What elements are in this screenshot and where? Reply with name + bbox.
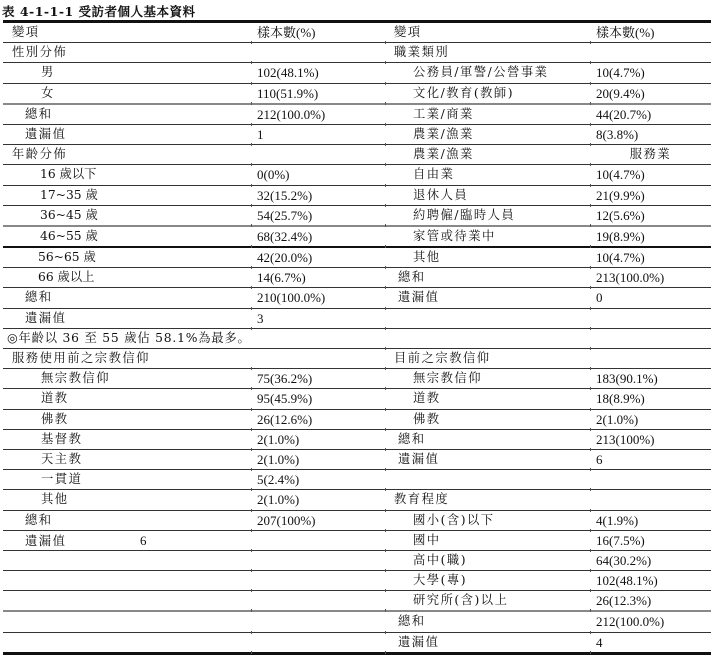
label-cell: 36~45 歲 bbox=[40, 207, 98, 222]
label-cell bbox=[3, 591, 251, 610]
table-row bbox=[3, 470, 711, 490]
section-age: 年齡分佈 bbox=[12, 147, 68, 162]
label-cell: 其他 bbox=[41, 492, 69, 507]
value-cell: 2(1.0%) bbox=[590, 410, 711, 429]
table-row bbox=[3, 227, 711, 248]
value-cell: 8(3.8%) bbox=[590, 125, 711, 144]
value-cell: 19(8.9%) bbox=[590, 227, 711, 246]
label-cell: 66 歲以上 bbox=[38, 270, 95, 285]
label-cell: 一貫道 bbox=[41, 472, 83, 487]
value-cell: 212(100.0%) bbox=[590, 612, 711, 631]
value-cell: 26(12.6%) bbox=[251, 410, 385, 429]
table-row bbox=[3, 450, 711, 470]
value-cell: 26(12.3%) bbox=[590, 591, 711, 610]
value-cell: 18(8.9%) bbox=[590, 389, 711, 408]
label-cell bbox=[385, 470, 590, 489]
table-row bbox=[3, 430, 711, 450]
value-cell bbox=[590, 349, 711, 368]
value-cell: 213(100.0%) bbox=[590, 268, 711, 287]
value-cell: 54(25.7%) bbox=[251, 206, 385, 225]
header-variable-right: 變項 bbox=[385, 23, 590, 42]
table-row bbox=[3, 490, 711, 510]
section-occupation: 職業類別 bbox=[385, 43, 590, 62]
value-cell: 0 bbox=[590, 288, 711, 307]
table-row bbox=[3, 125, 711, 145]
value-cell bbox=[590, 470, 711, 489]
value-cell: 2(1.0%) bbox=[251, 450, 385, 469]
value-cell bbox=[251, 612, 385, 631]
value-cell: 4 bbox=[590, 633, 711, 652]
label-cell: 退休人員 bbox=[385, 186, 590, 205]
table-row bbox=[3, 165, 711, 185]
value-cell: 3 bbox=[251, 309, 385, 328]
value-cell: 10(4.7%) bbox=[590, 165, 711, 184]
table-row bbox=[3, 206, 711, 227]
label-cell: 56~65 歲 bbox=[38, 250, 96, 265]
label-cell: 總和 bbox=[25, 106, 53, 121]
value-cell: 102(48.1%) bbox=[251, 63, 385, 82]
value-cell: 14(6.7%) bbox=[251, 268, 385, 287]
value-cell: 212(100.0%) bbox=[251, 105, 385, 124]
label-cell: 總和 bbox=[385, 430, 590, 449]
table-caption: 表 4-1-1-1 受訪者個人基本資料 bbox=[2, 4, 196, 19]
label-cell bbox=[385, 309, 590, 328]
value-cell: 1 bbox=[251, 125, 385, 144]
value-cell bbox=[590, 329, 711, 348]
label-cell bbox=[3, 571, 251, 590]
table-row bbox=[3, 369, 711, 389]
label-cell: 46~55 歲 bbox=[40, 228, 98, 243]
label-cell: 公務員/軍警/公營事業 bbox=[385, 63, 590, 82]
label-cell: 佛教 bbox=[385, 410, 590, 429]
age-note: ◎年齡以 36 至 55 歲佔 58.1%為最多。 bbox=[7, 330, 251, 345]
value-cell: 68(32.4%) bbox=[251, 227, 385, 246]
label-cell: 佛教 bbox=[41, 411, 69, 426]
table-row bbox=[3, 268, 711, 288]
value-cell: 2(1.0%) bbox=[251, 490, 385, 509]
table-row bbox=[3, 551, 711, 571]
missing-label: 遺漏值 bbox=[25, 533, 67, 548]
table-row bbox=[3, 511, 711, 531]
value-cell: 44(20.7%) bbox=[590, 105, 711, 124]
value-cell: 21(9.9%) bbox=[590, 186, 711, 205]
label-cell: 農業/漁業 bbox=[385, 145, 590, 164]
value-cell: 16(7.5%) bbox=[590, 531, 711, 550]
value-cell: 183(90.1%) bbox=[590, 369, 711, 388]
value-cell bbox=[251, 349, 385, 368]
value-cell: 207(100%) bbox=[251, 511, 385, 530]
label-cell: 其他 bbox=[385, 248, 590, 267]
label-cell: 遺漏值 bbox=[385, 633, 590, 652]
value-cell: 10(4.7%) bbox=[590, 248, 711, 267]
missing-value: 6 bbox=[140, 532, 148, 548]
value-cell bbox=[251, 145, 385, 164]
label-cell: 大學(專) bbox=[385, 571, 590, 590]
label-cell: 遺漏值 bbox=[385, 450, 590, 469]
section-gender: 性別分佈 bbox=[12, 45, 68, 60]
table-row bbox=[3, 591, 711, 612]
value-cell: 32(15.2%) bbox=[251, 186, 385, 205]
header-sample-right: 樣本數(%) bbox=[590, 23, 711, 42]
label-cell: 約聘僱/臨時人員 bbox=[385, 206, 590, 225]
value-cell: 64(30.2%) bbox=[590, 551, 711, 570]
label-cell bbox=[3, 612, 251, 631]
table-row bbox=[3, 571, 711, 591]
table-row bbox=[3, 145, 711, 165]
label-cell: 農業/漁業 bbox=[385, 125, 590, 144]
label-cell: 天主教 bbox=[41, 451, 83, 466]
value-cell: 0(0%) bbox=[251, 165, 385, 184]
label-cell: 國中 bbox=[385, 531, 590, 550]
label-cell bbox=[3, 531, 251, 550]
table-row bbox=[3, 309, 711, 329]
table-row bbox=[3, 288, 711, 308]
table-row bbox=[3, 63, 711, 83]
label-cell bbox=[385, 329, 590, 348]
value-cell: 42(20.0%) bbox=[251, 248, 385, 267]
label-cell: 總和 bbox=[25, 512, 53, 527]
section-education: 教育程度 bbox=[385, 490, 590, 509]
table-header-row bbox=[3, 23, 711, 43]
label-cell: 無宗教信仰 bbox=[385, 369, 590, 388]
value-cell: 12(5.6%) bbox=[590, 206, 711, 225]
value-cell bbox=[590, 43, 711, 62]
value-cell: 102(48.1%) bbox=[590, 571, 711, 590]
label-cell: 研究所(含)以上 bbox=[385, 591, 590, 610]
label-cell: 女 bbox=[41, 85, 55, 100]
label-cell: 總和 bbox=[25, 290, 53, 305]
table-row bbox=[3, 186, 711, 206]
value-cell bbox=[590, 309, 711, 328]
label-cell: 遺漏值 bbox=[25, 310, 67, 325]
label-cell: 文化/教育(教師) bbox=[385, 84, 590, 103]
demographics-table bbox=[3, 20, 711, 655]
table-row bbox=[3, 43, 711, 63]
label-cell: 基督教 bbox=[41, 431, 83, 446]
table-row bbox=[3, 349, 711, 369]
label-cell: 高中(職) bbox=[385, 551, 590, 570]
value-cell bbox=[251, 571, 385, 590]
label-cell: 自由業 bbox=[385, 165, 590, 184]
label-cell: 16 歲以下 bbox=[40, 167, 97, 182]
label-cell: 國小(含)以下 bbox=[385, 511, 590, 530]
label-cell: 家管或待業中 bbox=[385, 227, 590, 246]
value-cell: 20(9.4%) bbox=[590, 84, 711, 103]
table-row bbox=[3, 84, 711, 105]
section-religion-before: 服務使用前之宗教信仰 bbox=[12, 351, 150, 365]
label-cell: 總和 bbox=[385, 612, 590, 631]
label-cell: 17~35 歲 bbox=[40, 187, 98, 202]
value-cell: 4(1.9%) bbox=[590, 511, 711, 530]
table-row bbox=[3, 389, 711, 409]
label-cell bbox=[3, 551, 251, 570]
label-cell bbox=[3, 633, 251, 652]
value-cell: 95(45.9%) bbox=[251, 389, 385, 408]
label-cell: 無宗教信仰 bbox=[41, 371, 110, 386]
value-cell bbox=[251, 43, 385, 62]
section-religion-current: 目前之宗教信仰 bbox=[385, 349, 590, 368]
table-row bbox=[3, 248, 711, 268]
table-row bbox=[3, 329, 711, 349]
value-cell: 6 bbox=[590, 450, 711, 469]
value-cell: 5(2.4%) bbox=[251, 470, 385, 489]
label-cell: 男 bbox=[41, 65, 55, 80]
label-cell: 遺漏值 bbox=[25, 126, 67, 141]
value-cell bbox=[251, 591, 385, 610]
header-sample-left: 樣本數(%) bbox=[251, 23, 385, 42]
table-row bbox=[3, 531, 711, 551]
header-variable-left: 變項 bbox=[12, 25, 40, 39]
label-cell: 總和 bbox=[385, 268, 590, 287]
label-cell: 道教 bbox=[41, 391, 69, 406]
label-cell: 道教 bbox=[385, 389, 590, 408]
value-cell: 10(4.7%) bbox=[590, 63, 711, 82]
table-row bbox=[3, 612, 711, 632]
value-cell bbox=[251, 551, 385, 570]
table-row bbox=[3, 410, 711, 430]
value-cell bbox=[251, 531, 385, 550]
value-cell: 110(51.9%) bbox=[251, 84, 385, 103]
label-cell: 遺漏值 bbox=[385, 288, 590, 307]
value-cell: 210(100.0%) bbox=[251, 288, 385, 307]
value-cell: 213(100%) bbox=[590, 430, 711, 449]
value-cell: 服務業 bbox=[590, 145, 711, 164]
table-row bbox=[3, 633, 711, 652]
value-cell bbox=[590, 490, 711, 509]
value-cell: 75(36.2%) bbox=[251, 369, 385, 388]
label-cell: 工業/商業 bbox=[385, 105, 590, 124]
table-row bbox=[3, 105, 711, 125]
value-cell: 2(1.0%) bbox=[251, 430, 385, 449]
value-cell bbox=[251, 633, 385, 652]
